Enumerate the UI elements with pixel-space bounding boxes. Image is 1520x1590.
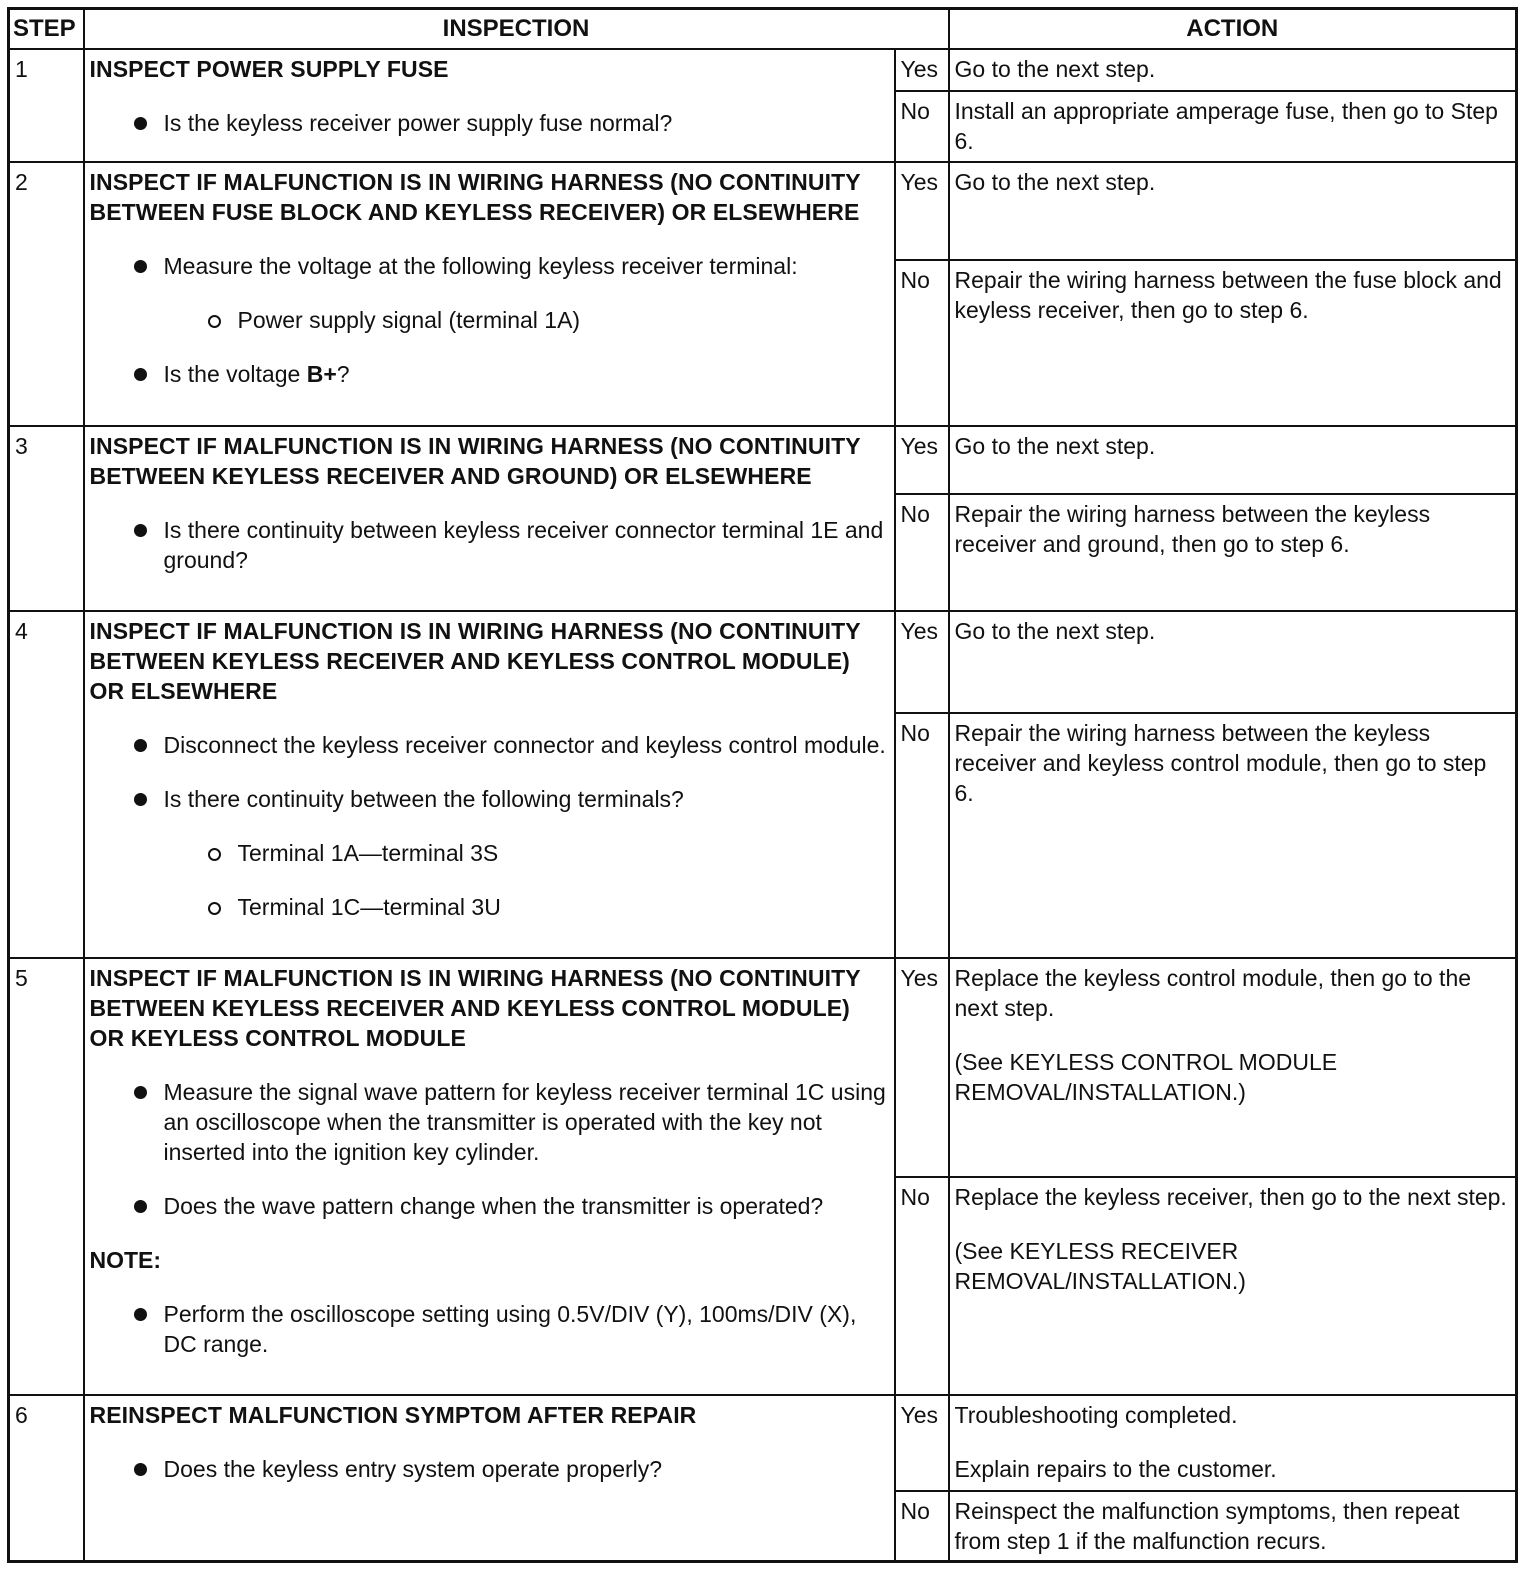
bullet-item: Is the keyless receiver power supply fuse normal? <box>90 108 889 138</box>
sub-bullet-item: Terminal 1C—terminal 3U <box>90 892 889 922</box>
inspection-cell <box>84 162 895 426</box>
step-number: 5 <box>9 958 84 1395</box>
sub-bullet-item: Power supply signal (terminal 1A) <box>90 305 889 335</box>
bullet-item: Measure the signal wave pattern for keyless receiver terminal 1C using an oscilloscope when the transmitter is operated with the key not inserted into the ignition key cylinder. <box>90 1077 889 1167</box>
inspection-cell <box>84 958 895 1395</box>
yes-action: Go to the next step. <box>949 162 1517 260</box>
no-label: No <box>895 260 949 426</box>
no-label: No <box>895 1177 949 1395</box>
yes-label: Yes <box>895 426 949 494</box>
action-text: Troubleshooting completed. <box>954 1402 1238 1428</box>
no-action: Repair the wiring harness between the keyless receiver and ground, then go to step 6. <box>949 494 1517 611</box>
inspection-title: INSPECT POWER SUPPLY FUSE <box>89 56 449 82</box>
yes-label: Yes <box>895 162 949 260</box>
yes-label: Yes <box>895 49 949 91</box>
inspection-cell <box>84 1395 895 1562</box>
yes-label: Yes <box>895 1395 949 1491</box>
bullet-item <box>90 359 889 389</box>
sub-bullet-item: Terminal 1A—terminal 3S <box>90 838 889 868</box>
yes-action: Go to the next step. <box>949 49 1517 91</box>
action-text: Replace the keyless control module, then go to the next step. <box>954 965 1472 1021</box>
no-label: No <box>895 91 949 162</box>
step-number: 1 <box>9 49 84 162</box>
bullet-text: Is the voltage <box>163 361 307 387</box>
table-row <box>9 611 1517 713</box>
bullet-item: Is there continuity between the following terminals? <box>90 784 889 814</box>
inspection-title: REINSPECT MALFUNCTION SYMPTOM AFTER REPAIR <box>89 1402 697 1428</box>
bullet-item: Does the keyless entry system operate properly? <box>90 1454 889 1484</box>
header-row <box>9 9 1517 50</box>
no-action <box>949 1177 1517 1395</box>
bullet-item: Does the wave pattern change when the transmitter is operated? <box>90 1191 889 1221</box>
step-number: 3 <box>9 426 84 611</box>
yes-action <box>949 958 1517 1177</box>
inspection-title: INSPECT IF MALFUNCTION IS IN WIRING HARNESS (NO CONTINUITY BETWEEN KEYLESS RECEIVER AND KEYLESS CONTROL MODULE) OR KEYLESS CONTROL MODULE <box>89 965 861 1051</box>
yes-label: Yes <box>895 611 949 713</box>
yes-action: Go to the next step. <box>949 426 1517 494</box>
bullet-item: Disconnect the keyless receiver connector and keyless control module. <box>90 730 889 760</box>
step-number: 6 <box>9 1395 84 1562</box>
action-text: Explain repairs to the customer. <box>954 1456 1277 1482</box>
no-action: Install an appropriate amperage fuse, then go to Step 6. <box>949 91 1517 162</box>
reference-link[interactable]: (See KEYLESS CONTROL MODULE REMOVAL/INSTALLATION.) <box>954 1049 1338 1105</box>
no-label: No <box>895 1491 949 1562</box>
inspection-cell <box>84 49 895 162</box>
reference-link[interactable]: (See KEYLESS RECEIVER REMOVAL/INSTALLATION.) <box>954 1238 1246 1294</box>
yes-label: Yes <box>895 958 949 1177</box>
table-row <box>9 958 1517 1177</box>
inspection-title: INSPECT IF MALFUNCTION IS IN WIRING HARNESS (NO CONTINUITY BETWEEN KEYLESS RECEIVER AND KEYLESS CONTROL MODULE) OR ELSEWHERE <box>89 618 861 704</box>
table-row <box>9 1395 1517 1491</box>
note-label: NOTE: <box>89 1247 162 1273</box>
action-header: ACTION <box>949 9 1517 50</box>
bullet-item: Perform the oscilloscope setting using 0.5V/DIV (Y), 100ms/DIV (X), DC range. <box>90 1299 889 1359</box>
inspection-cell <box>84 611 895 958</box>
no-label: No <box>895 713 949 958</box>
no-action: Repair the wiring harness between the fuse block and keyless receiver, then go to step 6. <box>949 260 1517 426</box>
yes-action <box>949 1395 1517 1491</box>
troubleshooting-table <box>7 7 1518 1563</box>
inspection-header: INSPECTION <box>84 9 949 50</box>
step-header: STEP <box>9 9 84 50</box>
inspection-title: INSPECT IF MALFUNCTION IS IN WIRING HARNESS (NO CONTINUITY BETWEEN FUSE BLOCK AND KEYLESS RECEIVER) OR ELSEWHERE <box>89 169 861 225</box>
inspection-title: INSPECT IF MALFUNCTION IS IN WIRING HARNESS (NO CONTINUITY BETWEEN KEYLESS RECEIVER AND GROUND) OR ELSEWHERE <box>89 433 861 489</box>
bullet-item: Is there continuity between keyless receiver connector terminal 1E and ground? <box>90 515 889 575</box>
step-number: 4 <box>9 611 84 958</box>
bullet-item: Measure the voltage at the following keyless receiver terminal: <box>90 251 889 281</box>
step-number: 2 <box>9 162 84 426</box>
no-label: No <box>895 494 949 611</box>
table-row <box>9 49 1517 91</box>
bullet-bold-text: B+ <box>306 361 337 387</box>
no-action: Repair the wiring harness between the keyless receiver and keyless control module, then go to step 6. <box>949 713 1517 958</box>
action-text: Replace the keyless receiver, then go to the next step. <box>954 1184 1507 1210</box>
inspection-cell <box>84 426 895 611</box>
table-row <box>9 426 1517 494</box>
no-action: Reinspect the malfunction symptoms, then repeat from step 1 if the malfunction recurs. <box>949 1491 1517 1562</box>
yes-action: Go to the next step. <box>949 611 1517 713</box>
bullet-text: ? <box>336 361 350 387</box>
table-row <box>9 162 1517 260</box>
